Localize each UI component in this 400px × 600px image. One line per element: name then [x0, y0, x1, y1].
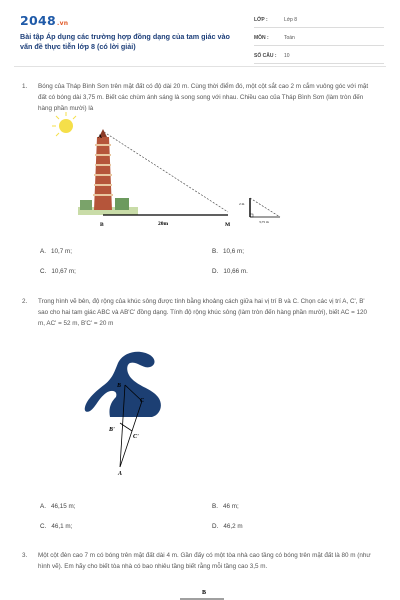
- river-shape: [85, 352, 161, 417]
- option-1b[interactable]: B. 10,6 m;: [212, 248, 244, 255]
- question-number: 3.: [22, 552, 28, 559]
- page-title: Bài tập Áp dụng các trường hợp đồng dạng của tam giác vào vấn đề thực tiễn lớp 8 (có lời giải): [20, 32, 230, 51]
- question-text: Trong hình vẽ bên, độ rộng của khúc sông được tính bằng khoảng cách giữa hai vị trí B và C. Chọn các vị trí A, C', B' sao cho hai tam giác ABC và AB'C' đồng dạng. Tính độ rộng khúc sông (làm tròn đến hàng phần mười), biết AC = 120 m, AC' = 52 m, B'C' = 20 m: [38, 298, 367, 327]
- pole-triangle: [250, 198, 280, 217]
- meta-row-count: SỐ CÂU : 10: [254, 49, 384, 64]
- option-1c[interactable]: C. 10,67 m;: [40, 268, 76, 275]
- point-label-b: B: [202, 590, 207, 596]
- option-1d[interactable]: D. 10,66 m.: [212, 268, 248, 275]
- option-2c[interactable]: C. 46,1 m;: [40, 523, 73, 530]
- meta-row-subject: MÔN : Toán: [254, 31, 384, 46]
- option-2d[interactable]: D. 46,2 m: [212, 523, 243, 530]
- point-label-a: A: [118, 471, 123, 477]
- tower-image: [78, 129, 138, 215]
- option-2a[interactable]: A. 46,15 m;: [40, 503, 76, 510]
- meta-row-class: LỚP : Lớp 8: [254, 13, 384, 28]
- option-2b[interactable]: B. 46 m;: [212, 503, 239, 510]
- point-label-c-prime: C': [133, 434, 139, 440]
- question-1-figure: [0, 112, 400, 237]
- question-3-figure: [0, 584, 400, 600]
- site-logo[interactable]: 2048.vn: [20, 13, 69, 28]
- question-text: Một cột đèn cao 7 m có bóng trên mặt đất dài 4 m. Gần đấy có một tòa nhà cao tầng có bóng trên mặt đất là 80 m (như hình vẽ). Em hãy cho biết tòa nhà có bao nhiêu tầng biết rằng mỗi tầng cao 3,5 m.: [38, 552, 371, 570]
- sun-icon: [59, 119, 73, 133]
- point-label-a: A: [98, 134, 102, 140]
- pole-shadow-label: 3,75 m: [259, 220, 269, 224]
- header-divider: [14, 66, 386, 67]
- question-2-figure: [0, 345, 400, 480]
- point-label-m: M: [225, 222, 231, 228]
- point-label-b-prime: B': [109, 427, 115, 433]
- question-text: Bóng của Tháp Bình Sơn trên mặt đất có độ dài 20 m. Cùng thời điểm đó, một cột sắt cao 2 m cắm vuông góc với mặt đất có bóng dài 3,75 m. Biết các chùm ánh sáng là song song với nhau. Chiều cao của Tháp Bình Sơn (làm tròn đến hàng phần mười) là: [38, 83, 369, 112]
- distance-label: 20m: [158, 221, 169, 227]
- option-1a[interactable]: A. 10,7 m;: [40, 248, 72, 255]
- point-label-b: B: [117, 383, 122, 389]
- pole-height-label: 2 m: [239, 202, 245, 206]
- point-label-b: B: [100, 222, 104, 228]
- question-number: 1.: [22, 83, 28, 90]
- point-label-c: C: [140, 398, 145, 404]
- meta-table: [254, 13, 384, 67]
- question-number: 2.: [22, 298, 28, 305]
